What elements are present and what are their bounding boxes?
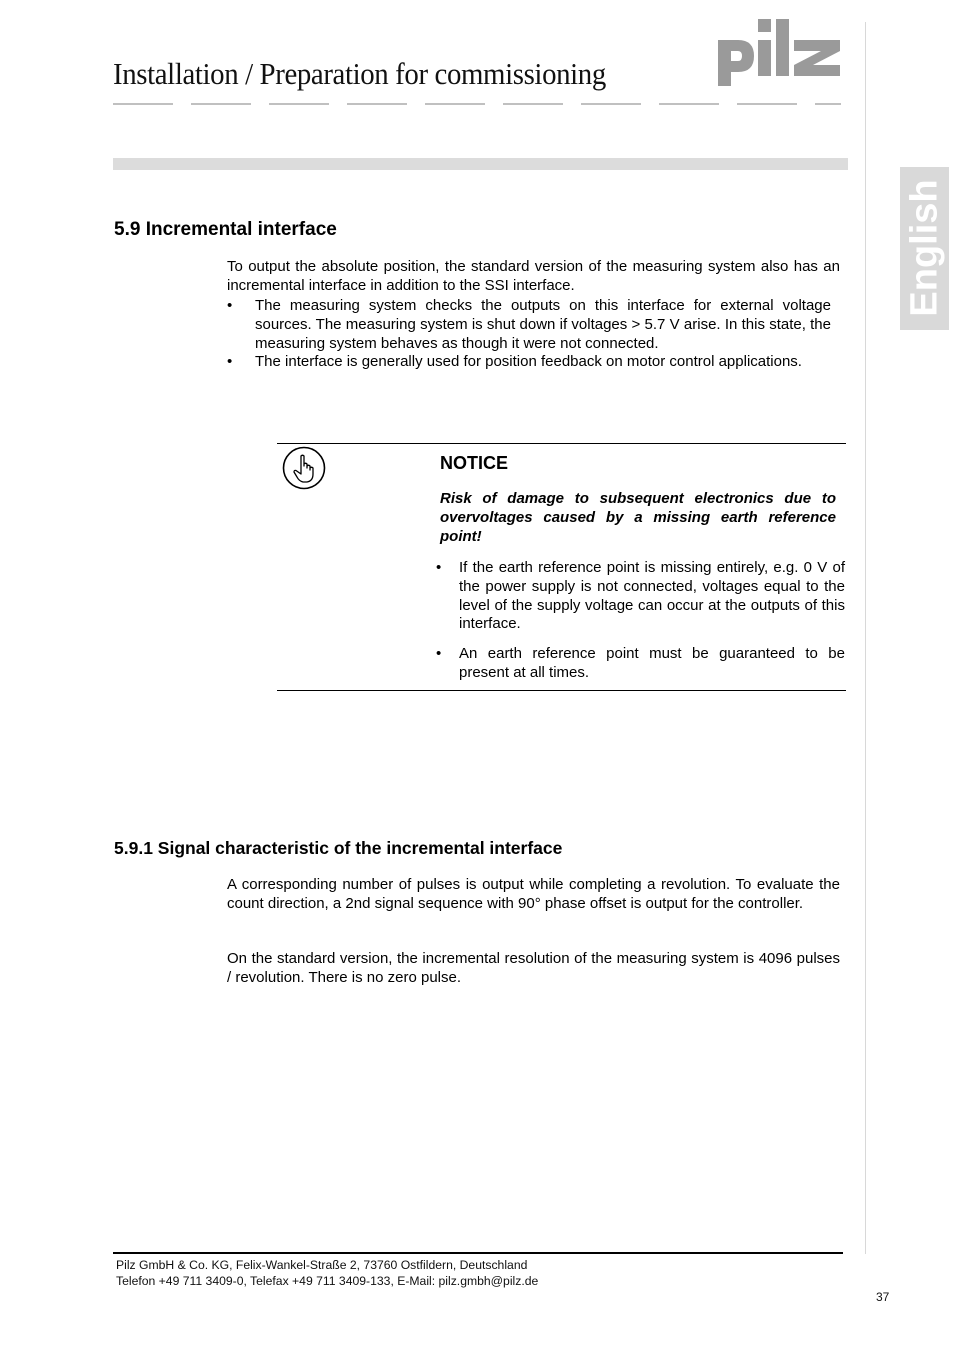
pointing-hand-icon <box>282 446 326 490</box>
bullet-icon: • <box>436 559 442 576</box>
notice-top-rule <box>277 443 846 444</box>
list-item-text: If the earth reference point is missing entirely, e.g. 0 V of the power supply is not connected, voltages equal to the level of the supply voltage can occur at the outputs of this interface. <box>459 559 845 633</box>
bullet-icon: • <box>227 297 233 314</box>
footer-address <box>116 1258 538 1289</box>
paragraph: On the standard version, the incremental resolution of the measuring system is 4096 pulses / revolution. There is no zero pulse. <box>227 950 840 986</box>
logo-text: pilz <box>779 66 781 67</box>
notice-bottom-rule <box>277 690 846 691</box>
list-item-text: The measuring system checks the outputs on this interface for external voltage sources. The measuring system is shut down if voltages > 5.7 V arise. In this state, the measuring system behaves as though it were not connected. <box>255 297 831 352</box>
notice-warning: Risk of damage to subsequent electronics due to overvoltages caused by a missing earth reference point! <box>440 490 836 545</box>
footer-rule <box>113 1252 843 1254</box>
page-number: 37 <box>876 1290 890 1304</box>
section-band <box>113 158 848 170</box>
notice-title: NOTICE <box>440 453 509 473</box>
page-title: Installation / Preparation for commissioning <box>113 56 606 91</box>
section-heading: 5.9 Incremental interface <box>114 219 337 240</box>
section-intro: To output the absolute position, the standard version of the measuring system also has an incremental interface in addition to the SSI interface. <box>227 258 840 294</box>
subsection-heading: 5.9.1 Signal characteristic of the incremental interface <box>114 838 563 858</box>
bullet-icon: • <box>436 645 442 662</box>
margin-rule <box>865 22 866 1254</box>
pilz-logo <box>716 16 844 88</box>
footer-line-2: Telefon +49 711 3409-0, Telefax +49 711 3409-133, E-Mail: pilz.gmbh@pilz.de <box>116 1273 539 1288</box>
language-tab-label: English <box>903 179 946 317</box>
list-item-text: The interface is generally used for position feedback on motor control applications. <box>255 353 802 370</box>
bullet-icon: • <box>227 353 233 370</box>
footer-line-1: Pilz GmbH & Co. KG, Felix-Wankel-Straße 2, 73760 Ostfildern, Deutschland <box>116 1258 528 1272</box>
header-rule <box>113 102 841 106</box>
paragraph: A corresponding number of pulses is output while completing a revolution. To evaluate the count direction, a 2nd signal sequence with 90° phase offset is output for the controller. <box>227 876 840 912</box>
language-tab <box>900 167 949 330</box>
list-item-text: An earth reference point must be guaranteed to be present at all times. <box>459 645 845 681</box>
